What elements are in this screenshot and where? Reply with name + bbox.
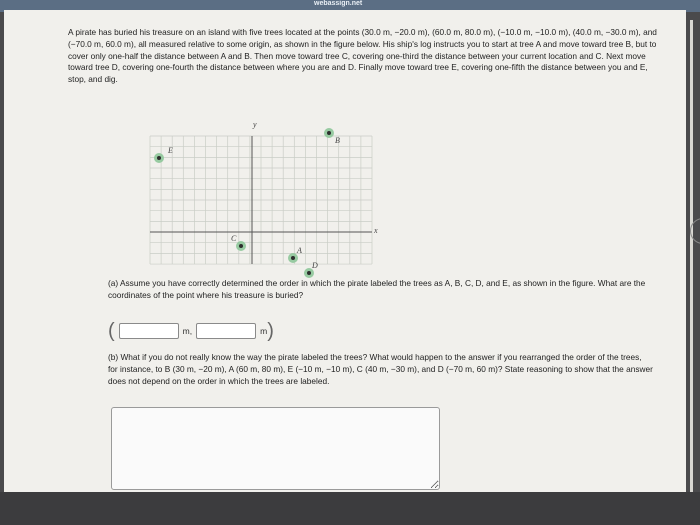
tree-map-figure	[144, 118, 394, 283]
part-b-response-textarea[interactable]	[111, 407, 440, 490]
y-unit-label: m	[260, 326, 268, 336]
grid-lines	[150, 136, 372, 264]
question-panel	[4, 10, 686, 492]
close-paren: )	[267, 320, 274, 342]
tree-b-marker	[324, 128, 334, 138]
screen-bottom-edge	[0, 492, 700, 525]
grid-svg	[144, 118, 394, 283]
tree-a-label: A	[297, 246, 302, 255]
part-b-question: (b) What if you do not really know the way the pirate labeled the trees? What would happen to the answer if you rearranged the order of the trees, for instance, to B (30 m, −20 m), A (60 m, 80 m), E (−10 m, −10 m), C (40 m, −30 m), and D (−70 m, 60 m)? State reasoning to show that the answer does not depend on the order in which the trees are labeled.	[108, 352, 653, 386]
y-coordinate-input[interactable]	[196, 323, 256, 339]
part-a-question: (a) Assume you have correctly determined the order in which the pirate labeled the trees as A, B, C, D, and E, as shown in the figure. What are the coordinates of the point where his treasure is buried?	[108, 278, 646, 300]
tree-c-marker	[236, 241, 246, 251]
x-axis-label: x	[374, 226, 378, 235]
open-paren: (	[108, 320, 115, 342]
y-axis-label: y	[253, 120, 257, 129]
site-domain-label: webassign.net	[314, 0, 363, 7]
problem-statement: A pirate has buried his treasure on an island with five trees located at the points (30.0 m, −20.0 m), (60.0 m, 80.0 m), (−10.0 m, −10.0 m), (40.0 m, −30.0 m), and (−70.0 m, 60.0 m), all measured relative to some origin, as shown in the figure below. His ship's log instructs you to start at tree A and move toward tree B, but to cover only one-half the distance between A and B. Then move toward tree C, covering one-third the distance between your current location and C. Next move toward tree D, covering one-fourth the distance between where you are and D. Finally move toward tree E, covering one-fifth the distance between you and E, stop, and dig.	[68, 27, 657, 85]
tree-e-marker	[154, 153, 164, 163]
part-a-answer-row	[108, 321, 274, 341]
tree-e-label: E	[168, 146, 173, 155]
panel-edge	[690, 20, 693, 502]
tree-d-label: D	[312, 261, 318, 270]
tree-c-label: C	[231, 234, 237, 243]
x-coordinate-input[interactable]	[119, 323, 179, 339]
tree-b-label: B	[335, 136, 340, 145]
x-unit-label: m,	[182, 326, 193, 336]
